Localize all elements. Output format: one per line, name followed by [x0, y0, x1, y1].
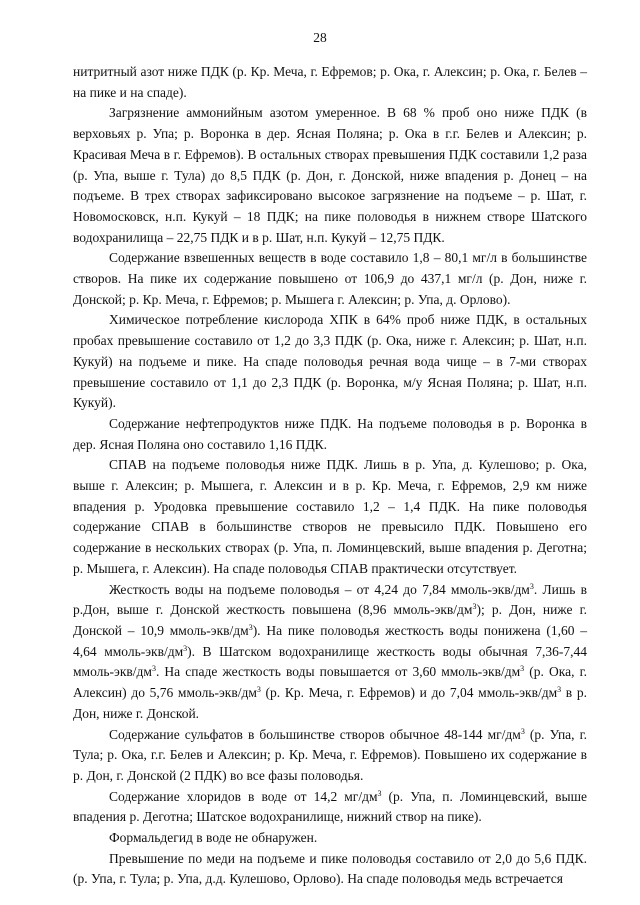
paragraph	[73, 248, 587, 310]
paragraph	[73, 725, 587, 787]
text-run: . На спаде жесткость воды повышается от 3,60 ммоль-экв/дм	[155, 664, 521, 680]
text-run: ). В Шатском водохранилище жесткость воды обычная 7,36-7,44 ммоль-экв/дм	[73, 643, 587, 680]
superscript: 3	[151, 664, 156, 674]
superscript: 3	[183, 643, 188, 653]
text-run: (р. Ока, г. Алексин) до 5,76 ммоль-экв/дм	[73, 664, 587, 701]
paragraph	[73, 849, 587, 890]
text-run: Содержание взвешенных веществ в воде составило 1,8 – 80,1 мг/л в большинстве створов. На пике их содержание повышено от 106,9 до 437,1 мг/л (р. Дон, ниже г. Донской; р. Кр. Меча, г. Ефремов; р. Мышега г. Алексин; р. Упа, д. Орлово).	[73, 250, 587, 307]
text-run: в р. Дон, ниже г. Донской.	[73, 685, 587, 721]
text-run: Превышение по меди на подъеме и пике половодья составило от 2,0 до 5,6 ПДК. (р. Упа, г. Тула; р. Упа, д.д. Кулешово, Орлово). На спаде половодья медь встречается	[73, 850, 587, 887]
text-run: Загрязнение аммонийным азотом умеренное. В 68 % проб оно ниже ПДК (в верховьях р. Упа; р. Воронка в дер. Ясная Поляна; р. Ока в г.г. Белев и Алексин; р. Красивая Меча в г. Ефремов). В остальных створах превышения ПДК составили 1,2 раза (р. Упа, выше г. Тула) до 8,5 ПДК (р. Дон, г. Донской, ниже впадения р. Донец – на подъеме. В трех створах зафиксировано высокое загрязнение на подъеме – р. Шат, г. Новомосковск, н.п. Кукуй – 18 ПДК; на пике половодья в нижнем створе Шатского водохранилища – 22,75 ПДК и в р. Шат, н.п. Кукуй – 12,75 ПДК.	[73, 105, 587, 245]
paragraph	[73, 787, 587, 828]
text-run: Содержание нефтепродуктов ниже ПДК. На подъеме половодья в р. Воронка в дер. Ясная Поляна оно составило 1,16 ПДК.	[73, 415, 587, 452]
text-run: СПАВ на подъеме половодья ниже ПДК. Лишь в р. Упа, д. Кулешово; р. Ока, выше г. Алексин; р. Мышега, г. Алексин и в р. Кр. Меча, г. Ефремов, 2,9 км ниже впадения р. Уродовка превышение составило 1,2 – 1,4 ПДК. На пике половодья содержание СПАВ в большинстве створов не превысило ПДК. Повышено его содержание в нескольких створах (р. Упа, п. Ломинцевский, выше впадения р. Деготна; р. Мышега, г. Алексин). На спаде половодья СПАВ практически отсутствует.	[73, 457, 587, 576]
text-run: Жесткость воды на подъеме половодья – от 4,24 до 7,84 ммоль-экв/дм	[109, 581, 530, 597]
paragraph	[73, 828, 587, 849]
superscript: 3	[256, 685, 261, 695]
text-run: нитритный азот ниже ПДК (р. Кр. Меча, г. Ефремов; р. Ока, г. Алексин; р. Ока, г. Белев – на пике и на спаде).	[73, 64, 587, 100]
text-run: ). На пике половодья жесткость воды понижена (1,60 – 4,64 ммоль-экв/дм	[73, 622, 587, 659]
superscript: 3	[377, 788, 382, 798]
text-run: ); р. Дон, ниже г. Донской – 10,9 ммоль-экв/дм	[73, 602, 587, 638]
text-run: Содержание сульфатов в большинстве створов обычное 48-144 мг/дм	[109, 726, 521, 742]
superscript: 3	[520, 664, 525, 674]
superscript: 3	[472, 602, 477, 612]
document-body	[73, 62, 587, 890]
text-run: (р. Упа, г. Тула; р. Ока, г.г. Белев и Алексин; р. Кр. Меча, г. Ефремов). Повышено их содержание в р. Дон, г. Донской (2 ПДК) во все фазы половодья.	[73, 726, 587, 783]
superscript: 3	[248, 622, 253, 632]
superscript: 3	[520, 726, 525, 736]
text-run: Химическое потребление кислорода ХПК в 64% проб ниже ПДК, в остальных пробах превышение составило от 1,2 до 3,3 ПДК (р. Ока, ниже г. Алексин; р. Шат, н.п. Кукуй) на подъеме и пике. На спаде половодья речная вода чище – в 7-ми створах превышение составило от 1,1 до 2,3 ПДК (р. Воронка, м/у Ясная Поляна; р. Шат, н.п. Кукуй).	[73, 312, 587, 411]
paragraph	[73, 455, 587, 579]
text-run: Формальдегид в воде не обнаружен.	[109, 830, 318, 846]
paragraph	[73, 580, 587, 725]
text-run: (р. Кр. Меча, г. Ефремов) и до 7,04 ммоль-экв/дм	[260, 685, 558, 701]
superscript: 3	[557, 685, 562, 695]
page-number: 28	[313, 30, 327, 45]
text-run: (р. Упа, п. Ломинцевский, выше впадения р. Деготна; Шатское водохранилище, нижний створ на пике).	[73, 788, 587, 825]
superscript: 3	[529, 581, 534, 591]
paragraph	[73, 414, 587, 455]
text-run: Содержание хлоридов в воде от 14,2 мг/дм	[109, 788, 378, 804]
paragraph	[73, 103, 587, 248]
paragraph	[73, 310, 587, 414]
paragraph	[73, 62, 587, 103]
text-run: . Лишь в р.Дон, выше г. Донской жесткость повышена (8,96 ммоль-экв/дм	[73, 581, 587, 618]
